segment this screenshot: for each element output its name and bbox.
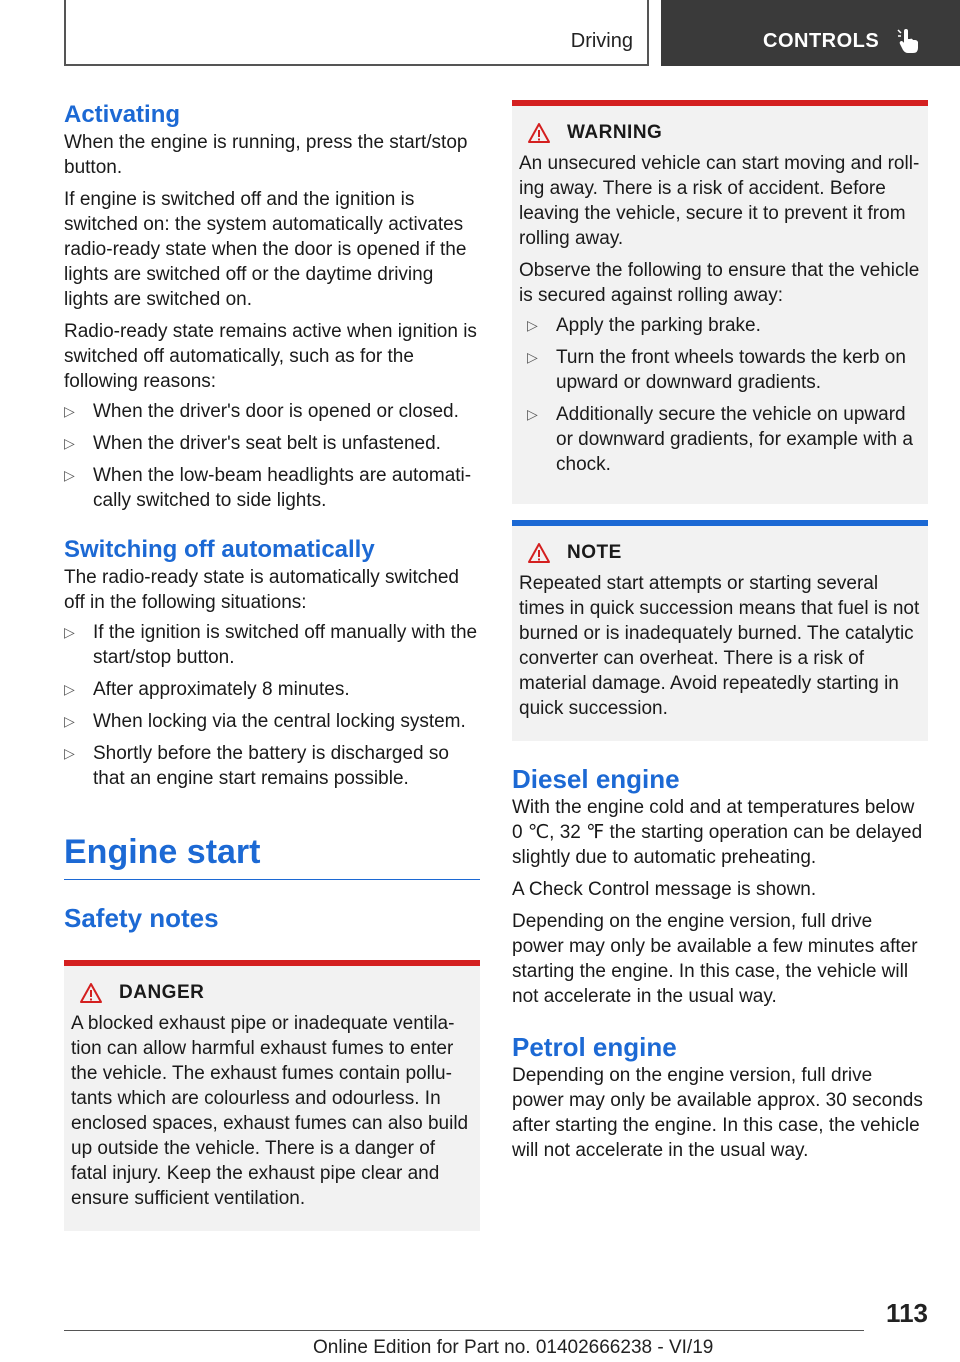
triangle-bullet-icon: ▷	[527, 317, 538, 333]
heading-engine-start: Engine start	[64, 831, 480, 880]
warning-triangle-icon	[527, 542, 551, 564]
warning-text: Observe the following to ensure that the vehicle is secured against rolling away:	[519, 260, 920, 306]
note-label: NOTE	[567, 542, 622, 563]
heading-activating: Activating	[64, 101, 181, 128]
warning-box	[512, 100, 928, 504]
triangle-bullet-icon: ▷	[64, 713, 75, 729]
note-box	[512, 520, 928, 741]
warning-header	[519, 122, 921, 144]
header-section-tab	[64, 0, 649, 66]
header-section-label: Driving	[570, 30, 633, 52]
note-header	[519, 542, 921, 564]
list-item	[527, 345, 921, 395]
list-item	[64, 741, 480, 791]
list-item	[64, 431, 480, 456]
list-item	[64, 620, 480, 670]
list-item	[64, 709, 480, 734]
list-item	[527, 313, 921, 338]
paragraph: Depending on the engine version, full drive power may only be available approx. 30 seconds after starting the engine. In this case, the vehicle will not accelerate in the usual way.	[512, 1065, 923, 1161]
triangle-bullet-icon: ▷	[64, 435, 75, 451]
left-column	[64, 100, 480, 1231]
triangle-bullet-icon: ▷	[64, 681, 75, 697]
header-chapter-label: CONTROLS	[763, 30, 880, 52]
triangle-bullet-icon: ▷	[64, 624, 75, 640]
list-item-text: Turn the front wheels towards the kerb on upward or downward gradients.	[556, 347, 906, 393]
danger-box	[64, 960, 480, 1231]
triangle-bullet-icon: ▷	[527, 406, 538, 422]
list-item-text: Shortly before the battery is discharged so that an engine start remains possible.	[93, 743, 449, 789]
paragraph: A Check Control message is shown.	[512, 879, 817, 900]
footer-edition: Online Edition for Part no. 01402666238 - VI/19	[313, 1337, 714, 1358]
heading-switching-off: Switching off automatically	[64, 536, 375, 563]
list-item-text: When locking via the central locking system.	[93, 711, 466, 732]
bullet-list	[527, 313, 921, 477]
right-column	[512, 100, 928, 1163]
list-item-text: When the low-beam headlights are automatically switched to side lights.	[93, 465, 472, 511]
hand-pointer-icon	[897, 28, 921, 54]
list-item-text: If the ignition is switched off manually with the start/stop button.	[93, 622, 478, 668]
list-item-text: When the driver's door is opened or closed.	[93, 401, 459, 422]
danger-label: DANGER	[119, 982, 205, 1003]
paragraph: The radio-ready state is automatically switched off in the following situations:	[64, 567, 459, 613]
bullet-list	[64, 620, 480, 791]
heading-petrol-engine: Petrol engine	[512, 1032, 677, 1062]
paragraph: Depending on the engine version, full drive power may only be available a few minutes after starting the engine. In this case, the vehicle will not accelerate in the usual way.	[512, 911, 918, 1007]
footer-divider	[64, 1330, 864, 1331]
page-number: 113	[886, 1298, 928, 1328]
triangle-bullet-icon: ▷	[64, 403, 75, 419]
list-item-text: Apply the parking brake.	[556, 315, 761, 336]
warning-text: An unsecured vehicle can start moving and rolling away. There is a risk of accident. Before leaving the vehicle, secure it to prevent it from rolling away.	[519, 153, 920, 249]
triangle-bullet-icon: ▷	[64, 745, 75, 761]
danger-text: A blocked exhaust pipe or inadequate ventilation can allow harmful exhaust fumes to enter the vehicle. The exhaust fumes contain pollutants which are colourless and odourless. In enclosed spaces, exhaust fumes can also build up outside the vehicle. There is a danger of fatal injury. Keep the exhaust pipe clear and ensure sufficient ventilation.	[71, 1013, 469, 1209]
warning-label: WARNING	[567, 122, 663, 143]
triangle-bullet-icon: ▷	[64, 467, 75, 483]
list-item	[64, 399, 480, 424]
list-item-text: Additionally secure the vehicle on upward or downward gradients, for example with a chock.	[556, 404, 913, 475]
list-item	[64, 463, 480, 513]
list-item	[64, 677, 480, 702]
paragraph: If engine is switched off and the ignition is switched on: the system automatically activates radio-ready state when the door is opened if the lights are switched off or the daytime driving lights are switched on.	[64, 189, 467, 310]
danger-header	[71, 982, 473, 1004]
heading-diesel-engine: Diesel engine	[512, 764, 680, 794]
list-item-text: When the driver's seat belt is unfastened.	[93, 433, 441, 454]
list-item-text: After approximately 8 minutes.	[93, 679, 350, 700]
warning-triangle-icon	[527, 122, 551, 144]
paragraph: With the engine cold and at temperatures below 0 ℃, 32 ℉ the starting operation can be delayed slightly due to automatic preheating.	[512, 797, 923, 868]
note-text: Repeated start attempts or starting several times in quick succession means that fuel is not burned or is inadequately burned. The catalytic converter can overheat. There is a risk of material damage. Avoid repeatedly starting in quick succession.	[519, 573, 920, 719]
warning-triangle-icon	[79, 982, 103, 1004]
heading-safety-notes: Safety notes	[64, 903, 219, 933]
paragraph: Radio-ready state remains active when ignition is switched off automatically, such as for the following reasons:	[64, 321, 477, 392]
bullet-list	[64, 399, 480, 513]
triangle-bullet-icon: ▷	[527, 349, 538, 365]
header-chapter-tab	[661, 0, 960, 66]
list-item	[527, 402, 921, 477]
paragraph: When the engine is running, press the start/stop button.	[64, 132, 468, 178]
